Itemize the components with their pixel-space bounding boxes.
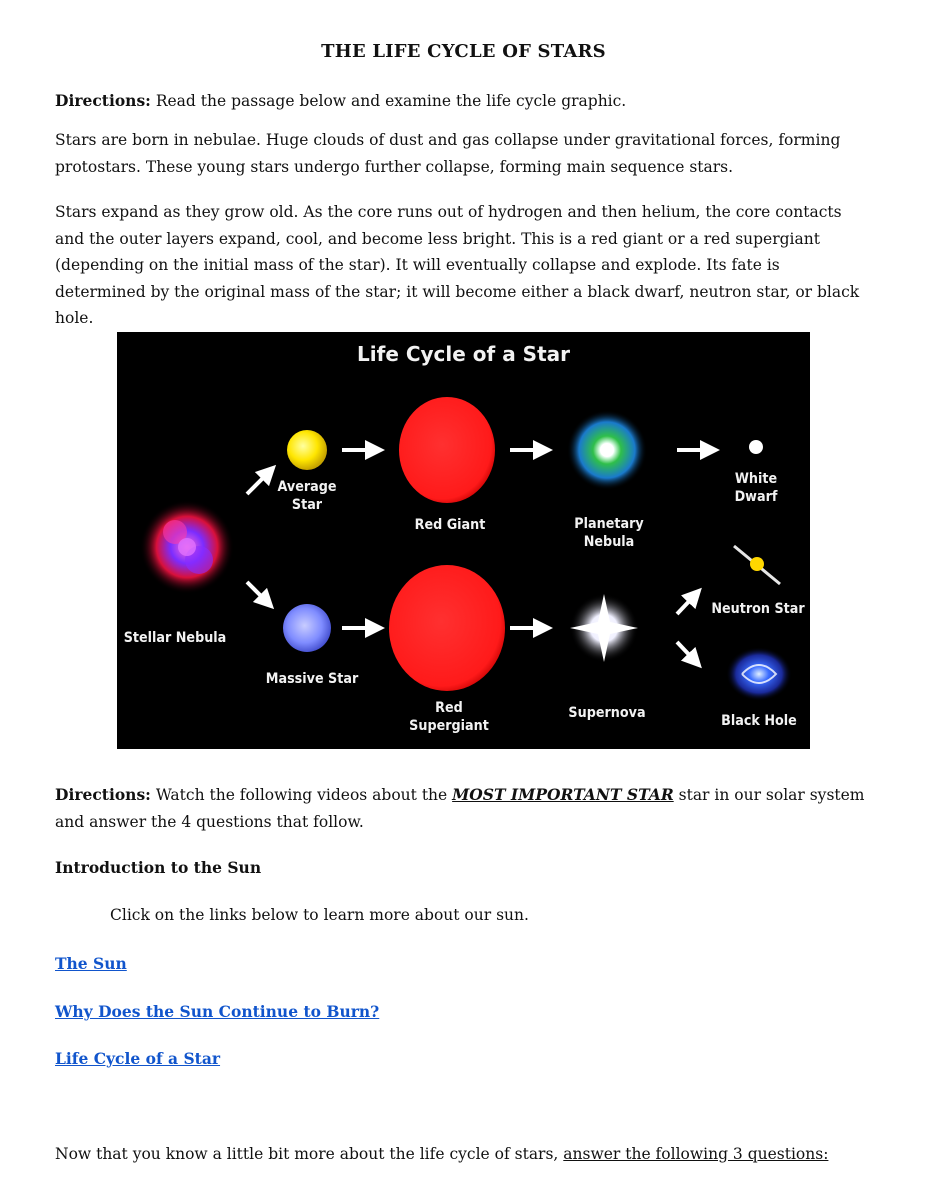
- section-heading: Introduction to the Sun: [55, 858, 262, 877]
- label-red-supergiant: [403, 699, 495, 735]
- label-neutron-star: Neutron Star: [711, 601, 805, 617]
- link-life-cycle-of-a-star[interactable]: Life Cycle of a Star: [55, 1049, 221, 1068]
- graphic-title: Life Cycle of a Star: [357, 342, 570, 366]
- life-cycle-illustration: [117, 332, 810, 749]
- neutron-star-image: [734, 546, 780, 584]
- average-star-image: [287, 430, 327, 470]
- label-white-dwarf-line1: White: [734, 471, 778, 487]
- most-important-star-emphasis: MOST IMPORTANT STAR: [452, 785, 674, 804]
- white-dwarf-image: [749, 440, 763, 454]
- label-supernova: Supernova: [568, 705, 646, 721]
- red-supergiant-image: [389, 565, 505, 691]
- arrow-supernova-to-black-hole: [677, 642, 695, 661]
- page-title: THE LIFE CYCLE OF STARS: [321, 41, 606, 62]
- planetary-nebula-image: [567, 410, 647, 490]
- paragraph-birth: Stars are born in nebulae. Huge clouds of dust and gas collapse under gravitational forces, forming protostars. These young stars undergo further collapse, forming main sequence stars.: [55, 131, 841, 176]
- link-why-sun-burns[interactable]: Why Does the Sun Continue to Burn?: [55, 1002, 380, 1021]
- arrow-supernova-to-neutron-star: [677, 595, 695, 614]
- paragraph-aging: Stars expand as they grow old. As the core runs out of hydrogen and then helium, the core contacts and the outer layers expand, cool, and become less bright. This is a red giant or a red supergiant (depending on the initial mass of the star). It will eventually collapse and explode. Its fate is determined by the original mass of the star; it will become either a black dwarf, neutron star, or black hole.: [55, 203, 860, 327]
- directions-reading: [55, 88, 875, 115]
- arrow-nebula-to-massive-star: [247, 582, 267, 602]
- stellar-nebula-image: [140, 500, 234, 594]
- label-red-giant: Red Giant: [414, 517, 486, 533]
- label-planetary-nebula: Planetary Nebula: [574, 516, 644, 550]
- label-stellar-nebula: Stellar Nebula: [123, 630, 227, 646]
- final-underlined-text: answer the following 3 questions:: [563, 1145, 829, 1163]
- instruction-text: Click on the links below to learn more about our sun.: [110, 906, 529, 924]
- directions-text-2a: Watch the following videos about the: [150, 786, 453, 804]
- massive-star-image: [283, 604, 331, 652]
- label-average-star-line2: Star: [291, 497, 323, 513]
- label-average-star: [274, 478, 341, 514]
- directions-text-2b: star in our solar system and answer the 4 questions that follow.: [55, 786, 865, 831]
- label-average-star-line1: Average: [277, 479, 337, 495]
- link-the-sun[interactable]: The Sun: [55, 954, 127, 973]
- final-text: Now that you know a little bit more about the life cycle of stars,: [55, 1145, 564, 1163]
- red-giant-image: [399, 397, 495, 503]
- label-black-hole: Black Hole: [721, 713, 797, 729]
- supernova-image: [570, 594, 638, 662]
- life-cycle-graphic: [117, 332, 810, 749]
- final-instruction: [55, 1145, 828, 1163]
- directions-videos: [55, 782, 875, 835]
- label-massive-star: Massive Star: [265, 671, 359, 687]
- label-red-supergiant-line1: Red: [435, 700, 463, 716]
- directions-label: Directions:: [55, 91, 151, 110]
- directions-label-2: Directions:: [55, 785, 151, 804]
- directions-text: Read the passage below and examine the life cycle graphic.: [150, 92, 627, 110]
- black-hole-image: [726, 647, 792, 701]
- arrow-nebula-to-average-star: [247, 472, 269, 494]
- label-red-supergiant-line2: Supergiant: [409, 718, 489, 734]
- label-white-dwarf-line2: Dwarf: [734, 489, 778, 505]
- label-white-dwarf: [728, 470, 784, 506]
